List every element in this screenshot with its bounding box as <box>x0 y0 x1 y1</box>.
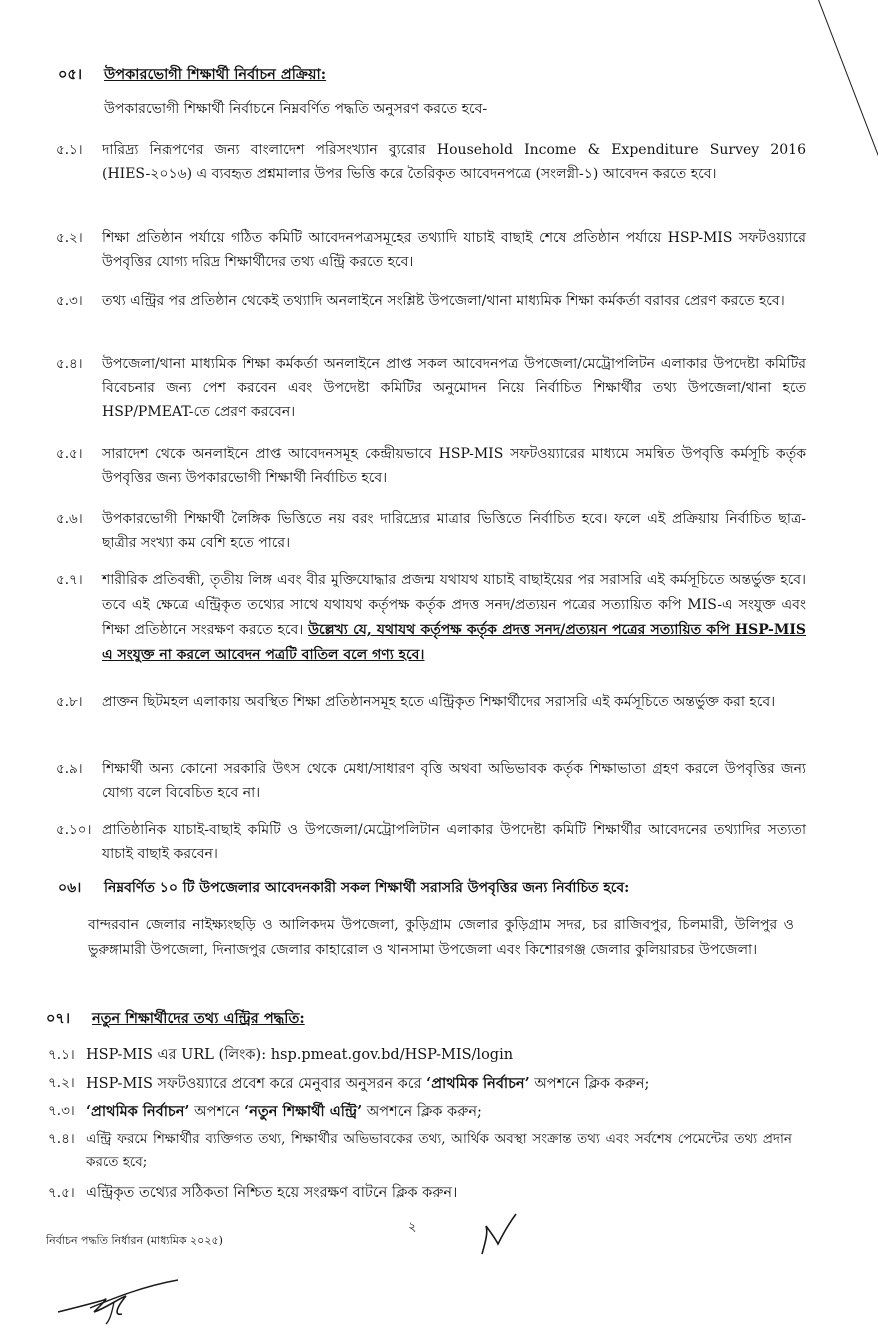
item-text: এন্ট্রিকৃত তথ্যের সঠিকতা নিশ্চিত হয়ে সংরক্ষণ বাটনে ক্লিক করুন। <box>86 1185 458 1201</box>
item-number: ৭.৫। <box>48 1185 75 1201</box>
list-item-7-5 <box>48 1182 828 1205</box>
section-5-number: ০৫। <box>58 66 83 83</box>
list-item-5-9 <box>56 757 806 805</box>
item-emphasis: উল্লেখ্য যে, যথাযথ কর্তৃপক্ষ কর্তৃক প্রদত্ত সনদ/প্রত্যয়ন পত্রের সত্যায়িত কপি HSP-MIS এ সংযুক্ত না করলে আবেদন পত্রটি বাতিল বলে গণ্য হবে। <box>102 622 807 663</box>
item-text: সারাদেশ থেকে অনলাইনে প্রাপ্ত আবেদনসমূহ কেন্দ্রীয়ভাবে HSP-MIS সফটওয়্যারের মাধ্যমে সমন্বিত উপবৃত্তি কর্মসূচি কর্তৃক উপবৃত্তির জন্য উপকারভোগী শিক্ষার্থী নির্বাচিত হবে। <box>102 446 806 486</box>
item-text-wrap <box>102 568 806 668</box>
list-item-7-3 <box>48 1100 828 1124</box>
initial-signature-icon <box>474 1210 520 1258</box>
item-bold: ‘প্রাথমিক নির্বাচন’ <box>86 1103 190 1120</box>
section-7-heading <box>46 1006 836 1031</box>
list-item-7-4 <box>48 1128 792 1174</box>
item-number: ৭.২। <box>48 1075 75 1091</box>
item-bold-2: ‘নতুন শিক্ষার্থী এন্ট্রি’ <box>244 1103 363 1120</box>
item-number: ৫.৭। <box>56 572 83 588</box>
list-item-5-5 <box>56 442 806 490</box>
item-number: ৫.১। <box>56 142 83 158</box>
list-item-5-10 <box>56 818 806 866</box>
item-text: অপশনে <box>189 1104 245 1120</box>
item-text-end: অপশনে ক্লিক করুন; <box>362 1104 482 1120</box>
item-number: ৫.৯। <box>56 761 83 777</box>
item-number: ৫.৪। <box>56 356 83 372</box>
section-6-heading <box>58 876 848 901</box>
item-text-wrap <box>86 1100 828 1124</box>
section-6-body: বান্দরবান জেলার নাইক্ষ্যংছড়ি ও আলিকদম উপজেলা, কুড়িগ্রাম জেলার কুড়িগ্রাম সদর, চর রাজিবপুর, চিলমারী, উলিপুর ও ভুরুঙ্গামারী উপজেলা, দিনাজপুর জেলার কাহারোল ও খানসামা উপজেলা এবং কিশোরগঞ্জ জেলার কুলিয়ারচর উপজেলা। <box>88 917 794 958</box>
section-5-intro: উপকারভোগী শিক্ষার্থী নির্বাচনে নিম্নবর্ণিত পদ্ধতি অনুসরণ করতে হবে- <box>104 101 488 117</box>
item-text: এন্ট্রি ফরমে শিক্ষার্থীর ব্যক্তিগত তথ্য, শিক্ষার্থীর অভিভাবকের তথ্য, আর্থিক অবস্থা সংক্রান্ত তথ্য এবং সর্বশেষ পেমেন্টের তথ্য প্রদান করতে হবে; <box>86 1131 792 1170</box>
item-text: উপকারভোগী শিক্ষার্থী লৈঙ্গিক ভিত্তিতে নয় বরং দারিদ্র্যের মাত্রার ভিত্তিতে নির্বাচিত হবে। ফলে এই প্রক্রিয়ায় নির্বাচিত ছাত্র-ছাত্রীর সংখ্যা কম বেশি হতে পারে। <box>102 511 806 551</box>
item-text: শিক্ষার্থী অন্য কোনো সরকারি উৎস থেকে মেধা/সাধারণ বৃত্তি অথবা অভিভাবক কর্তৃক শিক্ষাভাতা গ্রহণ করলে উপবৃত্তির জন্য যোগ্য বলে বিবেচিত হবে না। <box>102 761 806 801</box>
item-text: প্রাতিষ্ঠানিক যাচাই-বাছাই কমিটি ও উপজেলা/মেট্রোপলিটান এলাকার উপদেষ্টা কমিটি শিক্ষার্থীর আবেদনের তথ্যাদির সত্যতা যাচাই বাছাই করবেন। <box>102 822 806 862</box>
list-item-5-7 <box>56 568 806 668</box>
item-number: ৫.৬। <box>56 511 83 527</box>
list-item-5-2 <box>56 226 806 274</box>
list-item-7-1 <box>48 1044 828 1067</box>
item-number: ৫.৮। <box>56 694 83 710</box>
section-5-heading <box>58 62 848 87</box>
item-bold: ‘প্রাথমিক নির্বাচন’ <box>426 1075 530 1092</box>
section-6-title: নিম্নবর্ণিত ১০ টি উপজেলার আবেদনকারী সকল শিক্ষার্থী সরাসরি উপবৃত্তির জন্য নির্বাচিত হবে: <box>104 880 630 896</box>
item-number: ৫.২। <box>56 230 83 246</box>
item-text-end: অপশনে ক্লিক করুন; <box>529 1076 650 1092</box>
item-text: HSP-MIS সফটওয়্যারে প্রবেশ করে মেনুবার অনুসরন করে <box>86 1076 427 1092</box>
signature-icon <box>54 1278 184 1326</box>
list-item-5-4 <box>56 352 806 424</box>
item-text: শারীরিক প্রতিবন্ধী, তৃতীয় লিঙ্গ এবং বীর মুক্তিযোদ্ধার প্রজন্ম যথাযথ যাচাই বাছাইয়ের পর সরাসরি এই কর্মসূচিতে অন্তর্ভুক্ত হবে। তবে এই ক্ষেত্রে এন্ট্রিকৃত তথ্যের সাথে যথাযথ কর্তৃপক্ষ কর্তৃক প্রদত্ত সনদ/প্রত্যয়ন পত্রের সত্যায়িত কপি MIS-এ সংযুক্ত এবং শিক্ষা প্রতিষ্ঠানে সংরক্ষণ করতে হবে। <box>102 572 806 638</box>
page-number: ২ <box>408 1220 417 1235</box>
list-item-5-1 <box>56 138 806 186</box>
item-text: দারিদ্র্য নিরূপণের জন্য বাংলাদেশ পরিসংখ্যান ব্যুরোর Household Income & Expenditure Survey 2016 (HIES-২০১৬) এ ব্যবহৃত প্রশ্নমালার উপর ভিত্তি করে তৈরিকৃত আবেদনপত্রে (সংলগ্নী-১) আবেদন করতে হবে। <box>102 142 806 182</box>
list-item-5-6 <box>56 507 806 555</box>
section-6-number: ০৬। <box>58 880 82 896</box>
item-number: ৫.৩। <box>56 293 83 309</box>
item-number: ৫.৫। <box>56 446 83 462</box>
item-text: প্রাক্তন ছিটমহল এলাকায় অবস্থিত শিক্ষা প্রতিষ্ঠানসমূহ হতে এন্ট্রিকৃত শিক্ষার্থীদের সরাসরি এই কর্মসূচিতে অন্তর্ভুক্ত করা হবে। <box>102 694 776 710</box>
list-item-7-2 <box>48 1072 828 1096</box>
item-text: HSP-MIS এর URL (লিংক): hsp.pmeat.gov.bd/HSP-MIS/login <box>86 1047 514 1063</box>
item-text: শিক্ষা প্রতিষ্ঠান পর্যায়ে গঠিত কমিটি আবেদনপত্রসমূহের তথ্যাদি যাচাই বাছাই শেষে প্রতিষ্ঠান পর্যায়ে HSP-MIS সফটওয়্যারে উপবৃত্তির যোগ্য দরিদ্র শিক্ষার্থীদের তথ্য এন্ট্রি করতে হবে। <box>102 230 806 270</box>
item-number: ৭.৪। <box>48 1131 75 1147</box>
item-number: ৭.১। <box>48 1047 75 1063</box>
section-7-number: ০৭। <box>46 1010 71 1027</box>
item-number: ৭.৩। <box>48 1103 75 1119</box>
section-5-title: উপকারভোগী শিক্ষার্থী নির্বাচন প্রক্রিয়া: <box>104 66 327 83</box>
item-number: ৫.১০। <box>56 822 92 838</box>
footer-note: নির্বাচন পদ্ধতি নির্ধারন (মাধ্যমিক ২০২৫) <box>46 1234 223 1247</box>
section-7-title: নতুন শিক্ষার্থীদের তথ্য এন্ট্রির পদ্ধতি: <box>92 1010 305 1027</box>
list-item-5-8 <box>56 690 806 714</box>
item-text-wrap <box>86 1072 828 1096</box>
list-item-5-3 <box>56 289 806 313</box>
item-text: উপজেলা/থানা মাধ্যমিক শিক্ষা কর্মকর্তা অনলাইনে প্রাপ্ত সকল আবেদনপত্র উপজেলা/মেট্রোপলিটন এলাকার উপদেষ্টা কমিটির বিবেচনার জন্য পেশ করবেন এবং উপদেষ্টা কমিটির অনুমোদন নিয়ে নির্বাচিত শিক্ষার্থীর তথ্য উপজেলা/থানা হতে HSP/PMEAT-তে প্রেরণ করবেন। <box>102 356 806 420</box>
item-text: তথ্য এন্ট্রির পর প্রতিষ্ঠান থেকেই তথ্যাদি অনলাইনে সংশ্লিষ্ট উপজেলা/থানা মাধ্যমিক শিক্ষা কর্মকর্তা বরাবর প্রেরণ করতে হবে। <box>102 293 785 309</box>
